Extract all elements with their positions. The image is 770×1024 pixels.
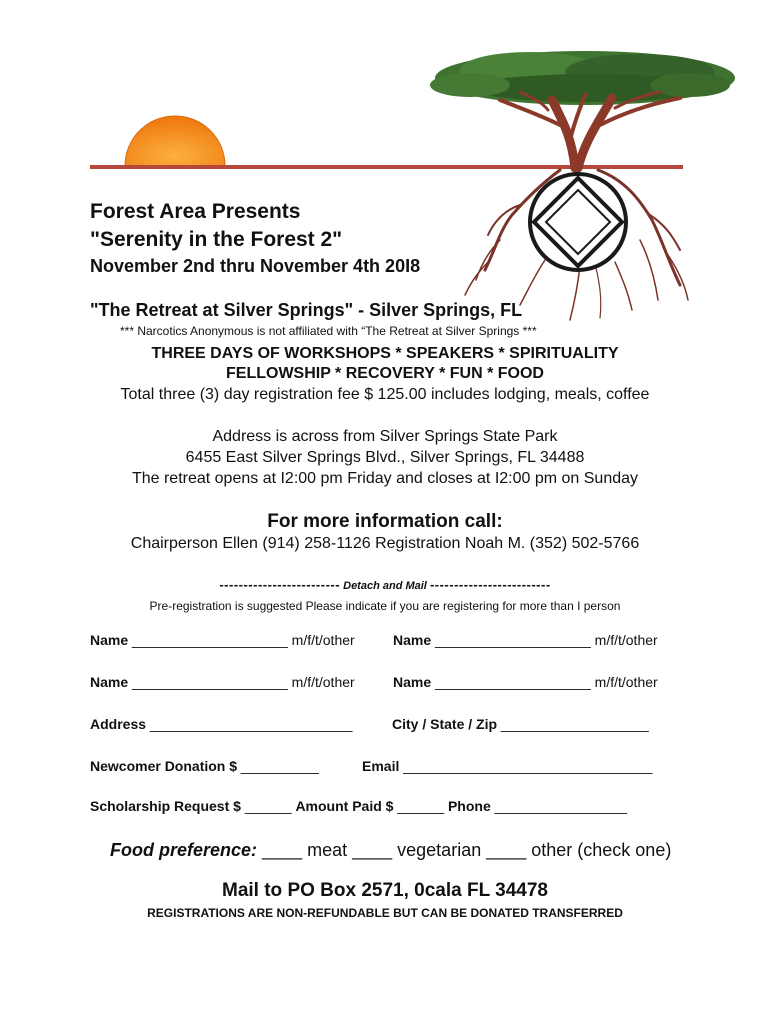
name-field-4-blank[interactable]: ____________________	[435, 674, 591, 690]
newcomer-donation-label: Newcomer Donation $	[90, 758, 238, 774]
newcomer-donation-blank[interactable]: __________	[240, 758, 319, 774]
name-field-3-blank[interactable]: ____________________	[132, 674, 288, 690]
highlights-line-1: THREE DAYS OF WORKSHOPS * SPEAKERS * SPIRITUALITY	[151, 345, 619, 362]
name-field-4-label: Name	[393, 674, 432, 690]
name-field-2-label: Name	[393, 632, 432, 648]
name-field-2-suffix: m/f/t/other	[594, 632, 658, 648]
name-field-2[interactable]	[393, 632, 658, 648]
detach-dashes-right: -------------------------	[429, 577, 551, 592]
detach-line	[0, 577, 770, 592]
rising-sun-icon	[125, 116, 225, 166]
venue-name: "The Retreat at Silver Springs" - Silver Springs, FL	[90, 300, 523, 320]
address-field[interactable]	[90, 716, 352, 732]
amount-paid-blank[interactable]: ______	[397, 798, 445, 814]
city-state-zip-field[interactable]	[392, 716, 649, 732]
name-field-1[interactable]	[90, 632, 355, 648]
scholarship-request-blank[interactable]: ______	[244, 798, 292, 814]
registration-fee-text: Total three (3) day registration fee $ 125.00 includes lodging, meals, coffee	[120, 386, 650, 403]
food-preference-options[interactable]: ____ meat ____ vegetarian ____ other (check one)	[262, 840, 672, 860]
name-field-3[interactable]	[90, 674, 355, 690]
event-dates: November 2nd thru November 4th 20I8	[90, 256, 421, 276]
preregistration-note: Pre-registration is suggested Please indicate if you are registering for more than I person	[149, 599, 621, 613]
phone-blank[interactable]: _________________	[494, 798, 627, 814]
header-illustration	[0, 0, 770, 340]
name-field-4[interactable]	[393, 674, 658, 690]
name-field-1-label: Name	[90, 632, 129, 648]
name-field-2-blank[interactable]: ____________________	[435, 632, 591, 648]
address-line-2: 6455 East Silver Springs Blvd., Silver Springs, FL 34488	[185, 449, 585, 466]
city-state-zip-label: City / State / Zip	[392, 716, 498, 732]
na-symbol-icon	[530, 174, 626, 270]
payment-row	[90, 798, 627, 814]
amount-paid-label: Amount Paid $	[295, 798, 394, 814]
city-state-zip-blank[interactable]: ___________________	[500, 716, 649, 732]
email-field-blank[interactable]: ________________________________	[403, 758, 653, 774]
presenter-heading: Forest Area Presents	[90, 200, 301, 223]
info-heading: For more information call:	[267, 511, 503, 532]
highlights-line-2: FELLOWSHIP * RECOVERY * FUN * FOOD	[226, 365, 544, 382]
address-line-3: The retreat opens at I2:00 pm Friday and closes at I2:00 pm on Sunday	[131, 470, 639, 487]
mail-to-address: Mail to PO Box 2571, 0cala FL 34478	[222, 880, 548, 901]
name-field-1-blank[interactable]: ____________________	[132, 632, 288, 648]
email-field[interactable]	[362, 758, 652, 774]
disclaimer-text: *** Narcotics Anonymous is not affiliated with “The Retreat at Silver Springs ***	[120, 324, 537, 338]
email-field-label: Email	[362, 758, 400, 774]
food-preference-label: Food preference:	[110, 840, 258, 860]
name-field-1-suffix: m/f/t/other	[291, 632, 355, 648]
address-field-label: Address	[90, 716, 147, 732]
phone-label: Phone	[447, 798, 491, 814]
name-field-4-suffix: m/f/t/other	[594, 674, 658, 690]
address-field-blank[interactable]: __________________________	[149, 716, 353, 732]
detach-dashes-left: -------------------------	[219, 577, 341, 592]
address-line-1: Address is across from Silver Springs State Park	[212, 428, 558, 445]
event-title: "Serenity in the Forest 2"	[90, 228, 343, 251]
contact-info: Chairperson Ellen (914) 258-1126 Registration Noah M. (352) 502-5766	[130, 535, 640, 552]
non-refundable-note: REGISTRATIONS ARE NON-REFUNDABLE BUT CAN BE DONATED TRANSFERRED	[147, 906, 623, 920]
food-preference-row[interactable]	[110, 840, 671, 861]
newcomer-donation-field[interactable]	[90, 758, 319, 774]
horizon-line	[90, 165, 683, 169]
name-field-3-label: Name	[90, 674, 129, 690]
name-field-3-suffix: m/f/t/other	[291, 674, 355, 690]
detach-label: Detach and Mail	[343, 580, 427, 592]
scholarship-request-label: Scholarship Request $	[90, 798, 241, 814]
